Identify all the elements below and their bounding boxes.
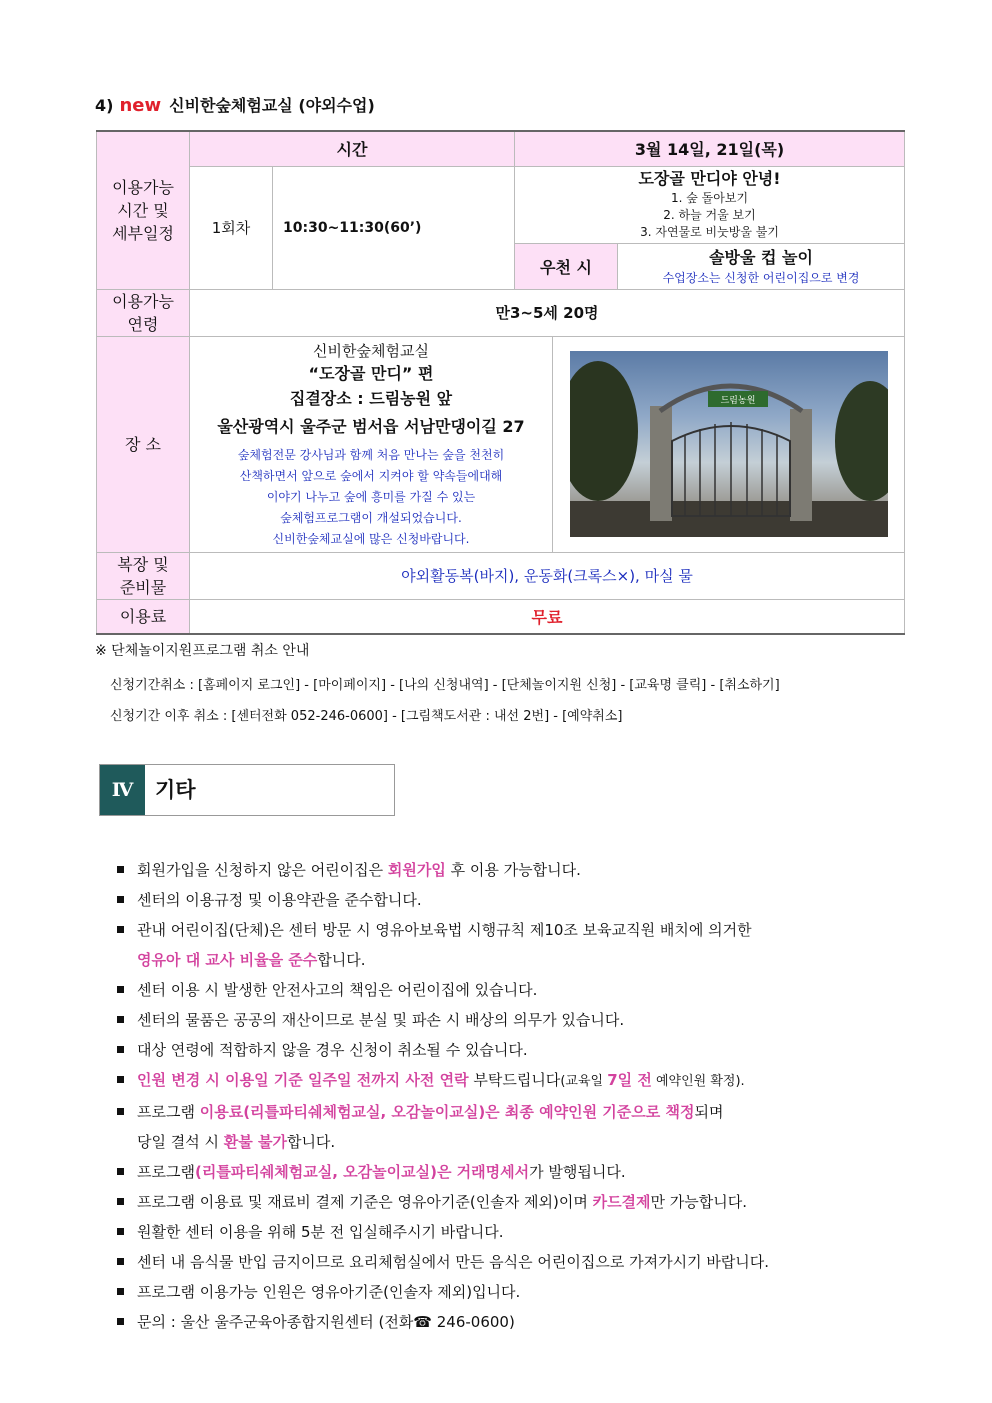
photo-sign-text: 드림농원: [720, 396, 755, 406]
part-title: 기타: [155, 778, 196, 802]
header-time: 시간: [190, 131, 515, 166]
place-photo: [570, 351, 888, 537]
rule-item: 원활한 센터 이용을 위해 5분 전 입실해주시기 바랍니다.: [117, 1217, 907, 1247]
label-place: 장 소: [97, 336, 190, 552]
program-cell: [515, 166, 905, 243]
rule-item: 센터의 물품은 공공의 재산이므로 분실 및 파손 시 배상의 의무가 있습니다.: [117, 1005, 907, 1035]
rule-item: 프로그램 이용료(리틀파티쉐체험교실, 오감놀이교실)은 최종 예약인원 기준으로 책정되며 당일 결석 시 환불 불가합니다.: [117, 1097, 907, 1157]
part-heading: [99, 764, 395, 816]
place-description: 숲체험전문 강사님과 함께 처음 만나는 숲을 천천히 산책하면서 앞으로 숲에서 지켜야 할 약속들에대해 이야기 나누고 숲에 흥미를 가질 수 있는 숲체험프로그램이 개설되었습니다. 신비한숲체교실에 많은 신청바랍니다.: [237, 447, 505, 546]
place-cell: 신비한숲체험교실 “도장골 만디” 편 집결장소 : 드림농원 앞 울산광역시 울주군 범서읍 서남만댕이길 27 숲체험전문 강사님과 함께 처음 만나는 숲을 천천히 산책하면서 앞으로 숲에서 지켜야 할 약속들에대해 이야기 나누고 숲에 흥미를 가질 수 있는 숲체험프로그램이 개설되었습니다. 신비한숲체교실에 많은 신청바랍니다.: [190, 336, 553, 552]
new-badge: new: [119, 95, 162, 116]
label-fee: 이용료: [97, 599, 190, 634]
cancel-notice-line-2: 신청기간 이후 취소 : [센터전화 052-246-0600] - [그림책도서관 : 내선 2번] - [예약취소]: [110, 709, 623, 724]
dress-cell: 야외활동복(바지), 운동화(크록스×), 마실 물: [190, 552, 905, 599]
section-title-text: 신비한숲체험교실 (야외수업): [169, 96, 375, 115]
rule-item: 인원 변경 시 이용일 기준 일주일 전까지 사전 연락 부탁드립니다(교육일 7일 전 예약인원 확정).: [117, 1065, 907, 1097]
rain-label: 우천 시: [515, 243, 618, 289]
rule-item: 센터의 이용규정 및 이용약관을 준수합니다.: [117, 885, 907, 915]
label-age: 이용가능 연령: [97, 289, 190, 336]
rule-item: 센터 이용 시 발생한 안전사고의 책임은 어린이집에 있습니다.: [117, 975, 907, 1005]
header-date: 3월 14일, 21일(목): [515, 131, 905, 166]
rain-note: 수업장소는 신청한 어린이집으로 변경: [662, 270, 860, 285]
cancel-notice-line-1: 신청기간취소 : [홈페이지 로그인] - [마이페이지] - [나의 신청내역] - [단체놀이지원 신청] - [교육명 클릭] - [취소하기]: [110, 678, 780, 693]
time-cell: 10:30~11:30(60’): [273, 166, 515, 289]
rule-item: 프로그램 이용가능 인원은 영유아기준(인솔자 제외)입니다.: [117, 1277, 907, 1307]
session-cell: 1회차: [190, 166, 273, 289]
rule-item: 프로그램(리틀파티쉐체험교실, 오감놀이교실)은 거래명세서가 발행됩니다.: [117, 1157, 907, 1187]
place-photo-cell: [553, 336, 905, 552]
label-time: 이용가능 시간 및 세부일정: [97, 131, 190, 289]
label-dress: 복장 및 준비물: [97, 552, 190, 599]
age-cell: 만3~5세 20명: [190, 289, 905, 336]
fee-cell: 무료: [190, 599, 905, 634]
part-number: Ⅳ: [100, 765, 145, 815]
rule-item: 회원가입을 신청하지 않은 어린이집은 회원가입 후 이용 가능합니다.: [117, 855, 907, 885]
cancel-notice-title: ※ 단체놀이지원프로그램 취소 안내: [95, 643, 310, 659]
rule-item: 프로그램 이용료 및 재료비 결제 기준은 영유아기준(인솔자 제외)이며 카드결제만 가능합니다.: [117, 1187, 907, 1217]
rule-item: 문의 : 울산 울주군육아종합지원센터 (전화☎ 246-0600): [117, 1307, 907, 1337]
rule-item: 관내 어린이집(단체)은 센터 방문 시 영유아보육법 시행규칙 제10조 보육교직원 배치에 의거한 영유아 대 교사 비율을 준수합니다.: [117, 915, 907, 975]
rain-program: 솔방울 컵 놀이: [709, 247, 813, 267]
rule-item: 센터 내 음식물 반입 금지이므로 요리체험실에서 만든 음식은 어린이집으로 가져가시기 바랍니다.: [117, 1247, 907, 1277]
program-table: [96, 130, 905, 635]
section-number: 4): [95, 96, 114, 115]
program-name: 도장골 만디야 안녕!: [638, 169, 781, 188]
rain-cell: [618, 243, 905, 289]
program-steps: 1. 숲 돌아보기 2. 하늘 거울 보기 3. 자연물로 비눗방울 불기: [640, 191, 779, 239]
section-title: [95, 93, 375, 116]
rule-item: 대상 연령에 적합하지 않을 경우 신청이 취소될 수 있습니다.: [117, 1035, 907, 1065]
rules-list: [117, 855, 907, 1337]
